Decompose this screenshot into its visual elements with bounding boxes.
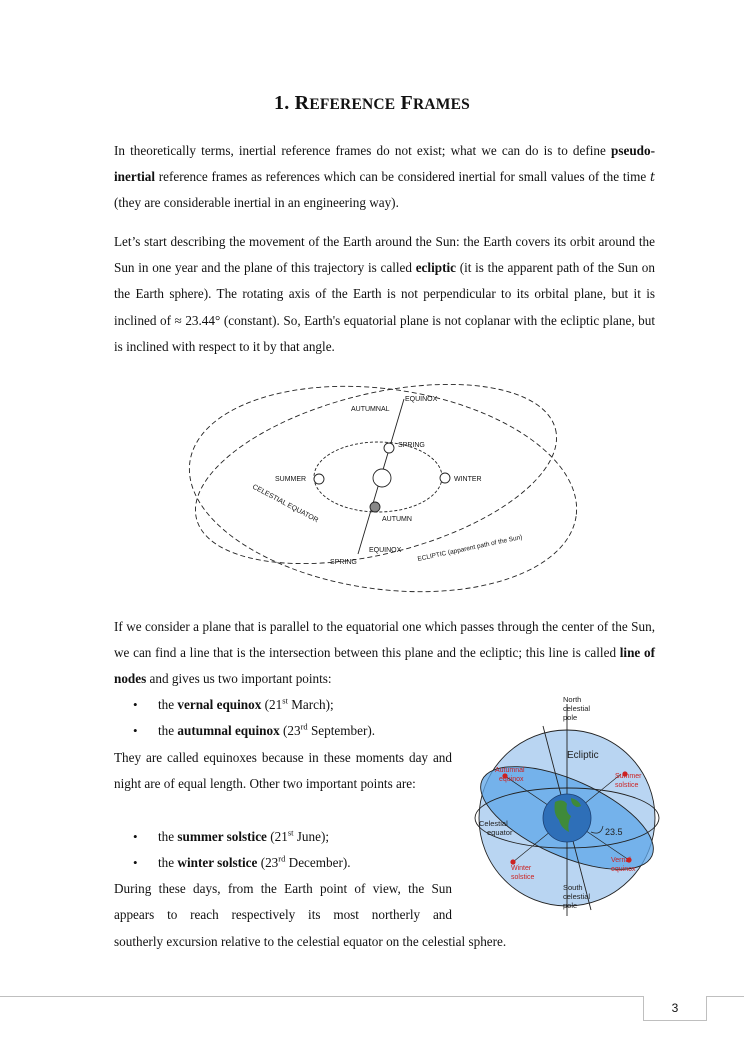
label-winter: WINTER [454, 476, 482, 483]
list-item: • the winter solstice (23rd December). [114, 850, 351, 876]
label-summer-solstice: Summer [615, 773, 642, 780]
label-equinox-bottom: EQUINOX [369, 547, 402, 554]
label-summer: SUMMER [275, 476, 307, 483]
label-autumnal-equinox: Autumnal [495, 767, 525, 774]
earth-winter-icon [440, 473, 450, 483]
list-item: • the autumnal equinox (23rd September). [114, 718, 375, 744]
label-autumnal-equinox: equinox [499, 776, 524, 783]
label-autumnal: AUTUMNAL [351, 406, 390, 413]
winter-solstice-marker [510, 859, 515, 864]
footer-rule [0, 996, 744, 997]
sun-icon [373, 469, 391, 487]
label-winter-solstice: Winter [511, 865, 532, 872]
label-equinox-top: EQUINOX [405, 396, 438, 403]
label-spring: SPRING [398, 442, 425, 449]
label-south-pole: celestial [563, 892, 591, 901]
earth-summer-icon [314, 474, 324, 484]
celestial-sphere-diagram [467, 694, 667, 922]
page-number: 3 [643, 996, 707, 1021]
earth-spring-icon [384, 443, 394, 453]
section-title: 1. REFERENCE FRAMES [274, 92, 470, 114]
label-ecliptic: Ecliptic [567, 750, 599, 761]
paragraph-equinoxes: They are called equinoxes because in these moments day and night are of equal length. Other two important points are: [114, 750, 452, 792]
label-celestial-equator: CELESTIAL EQUATOR [251, 483, 320, 525]
paragraph-solstices: During these days, from the Earth point of view, the Sun appears to reach respectively its most northerly and [114, 881, 452, 923]
label-angle: 23.5 [605, 827, 623, 837]
ecliptic-orbit-diagram [186, 364, 580, 596]
label-vernal-equinox: equinox [611, 866, 636, 873]
list-item: • the summer solstice (21st June); [114, 824, 351, 850]
label-south-pole: South [563, 883, 583, 892]
label-celestial-equator: Celestial [479, 819, 508, 828]
paragraph-earth-orbit: Let’s start describing the movement of the Earth around the Sun: the Earth covers its orbit around the Sun in one year and the plane of this trajectory is called ecliptic (it is the apparent path of the Sun on the Earth sphere). The rotating axis of the Earth is not perpendicular to its orbital plane, but it is inclined of ≈ 23.44° (constant). So, Earth's equatorial plane is not coplanar with the ecliptic plane, but is inclined with respect to it by that angle. [114, 234, 656, 354]
label-north-pole: pole [563, 713, 578, 722]
label-south-pole: pole [563, 901, 578, 910]
label-summer-solstice: solstice [615, 782, 639, 789]
equinox-list [114, 692, 375, 744]
label-spring-bottom: SPRING [330, 559, 357, 566]
label-ecliptic: ECLIPTIC (apparent path of the Sun) [416, 533, 524, 563]
paragraph-solstices-end: southerly excursion relative to the celestial equator on the celestial sphere. [114, 934, 507, 949]
label-autumn: AUTUMN [382, 516, 412, 523]
earth-autumn-icon [370, 502, 380, 512]
label-winter-solstice: solstice [511, 874, 535, 881]
list-item: • the vernal equinox (21st March); [114, 692, 375, 718]
paragraph-inertial-frames: In theoretically terms, inertial reference frames do not exist; what we can do is to define pseudo-inertial reference frames as references which can be considered inertial for small values of the time t (they are considerable inertial in an engineering way). [114, 143, 655, 211]
label-north-pole: celestial [563, 704, 591, 713]
label-north-pole: North [563, 695, 582, 704]
paragraph-line-of-nodes: If we consider a plane that is parallel to the equatorial one which passes through the center of the Sun, we can find a line that is the intersection between this plane and the ecliptic; this line is called line of nodes and gives us two important points: [114, 619, 655, 687]
label-vernal-equinox: Vernal [611, 857, 631, 864]
solstice-list [114, 824, 351, 876]
label-celestial-equator: equator [487, 828, 513, 837]
